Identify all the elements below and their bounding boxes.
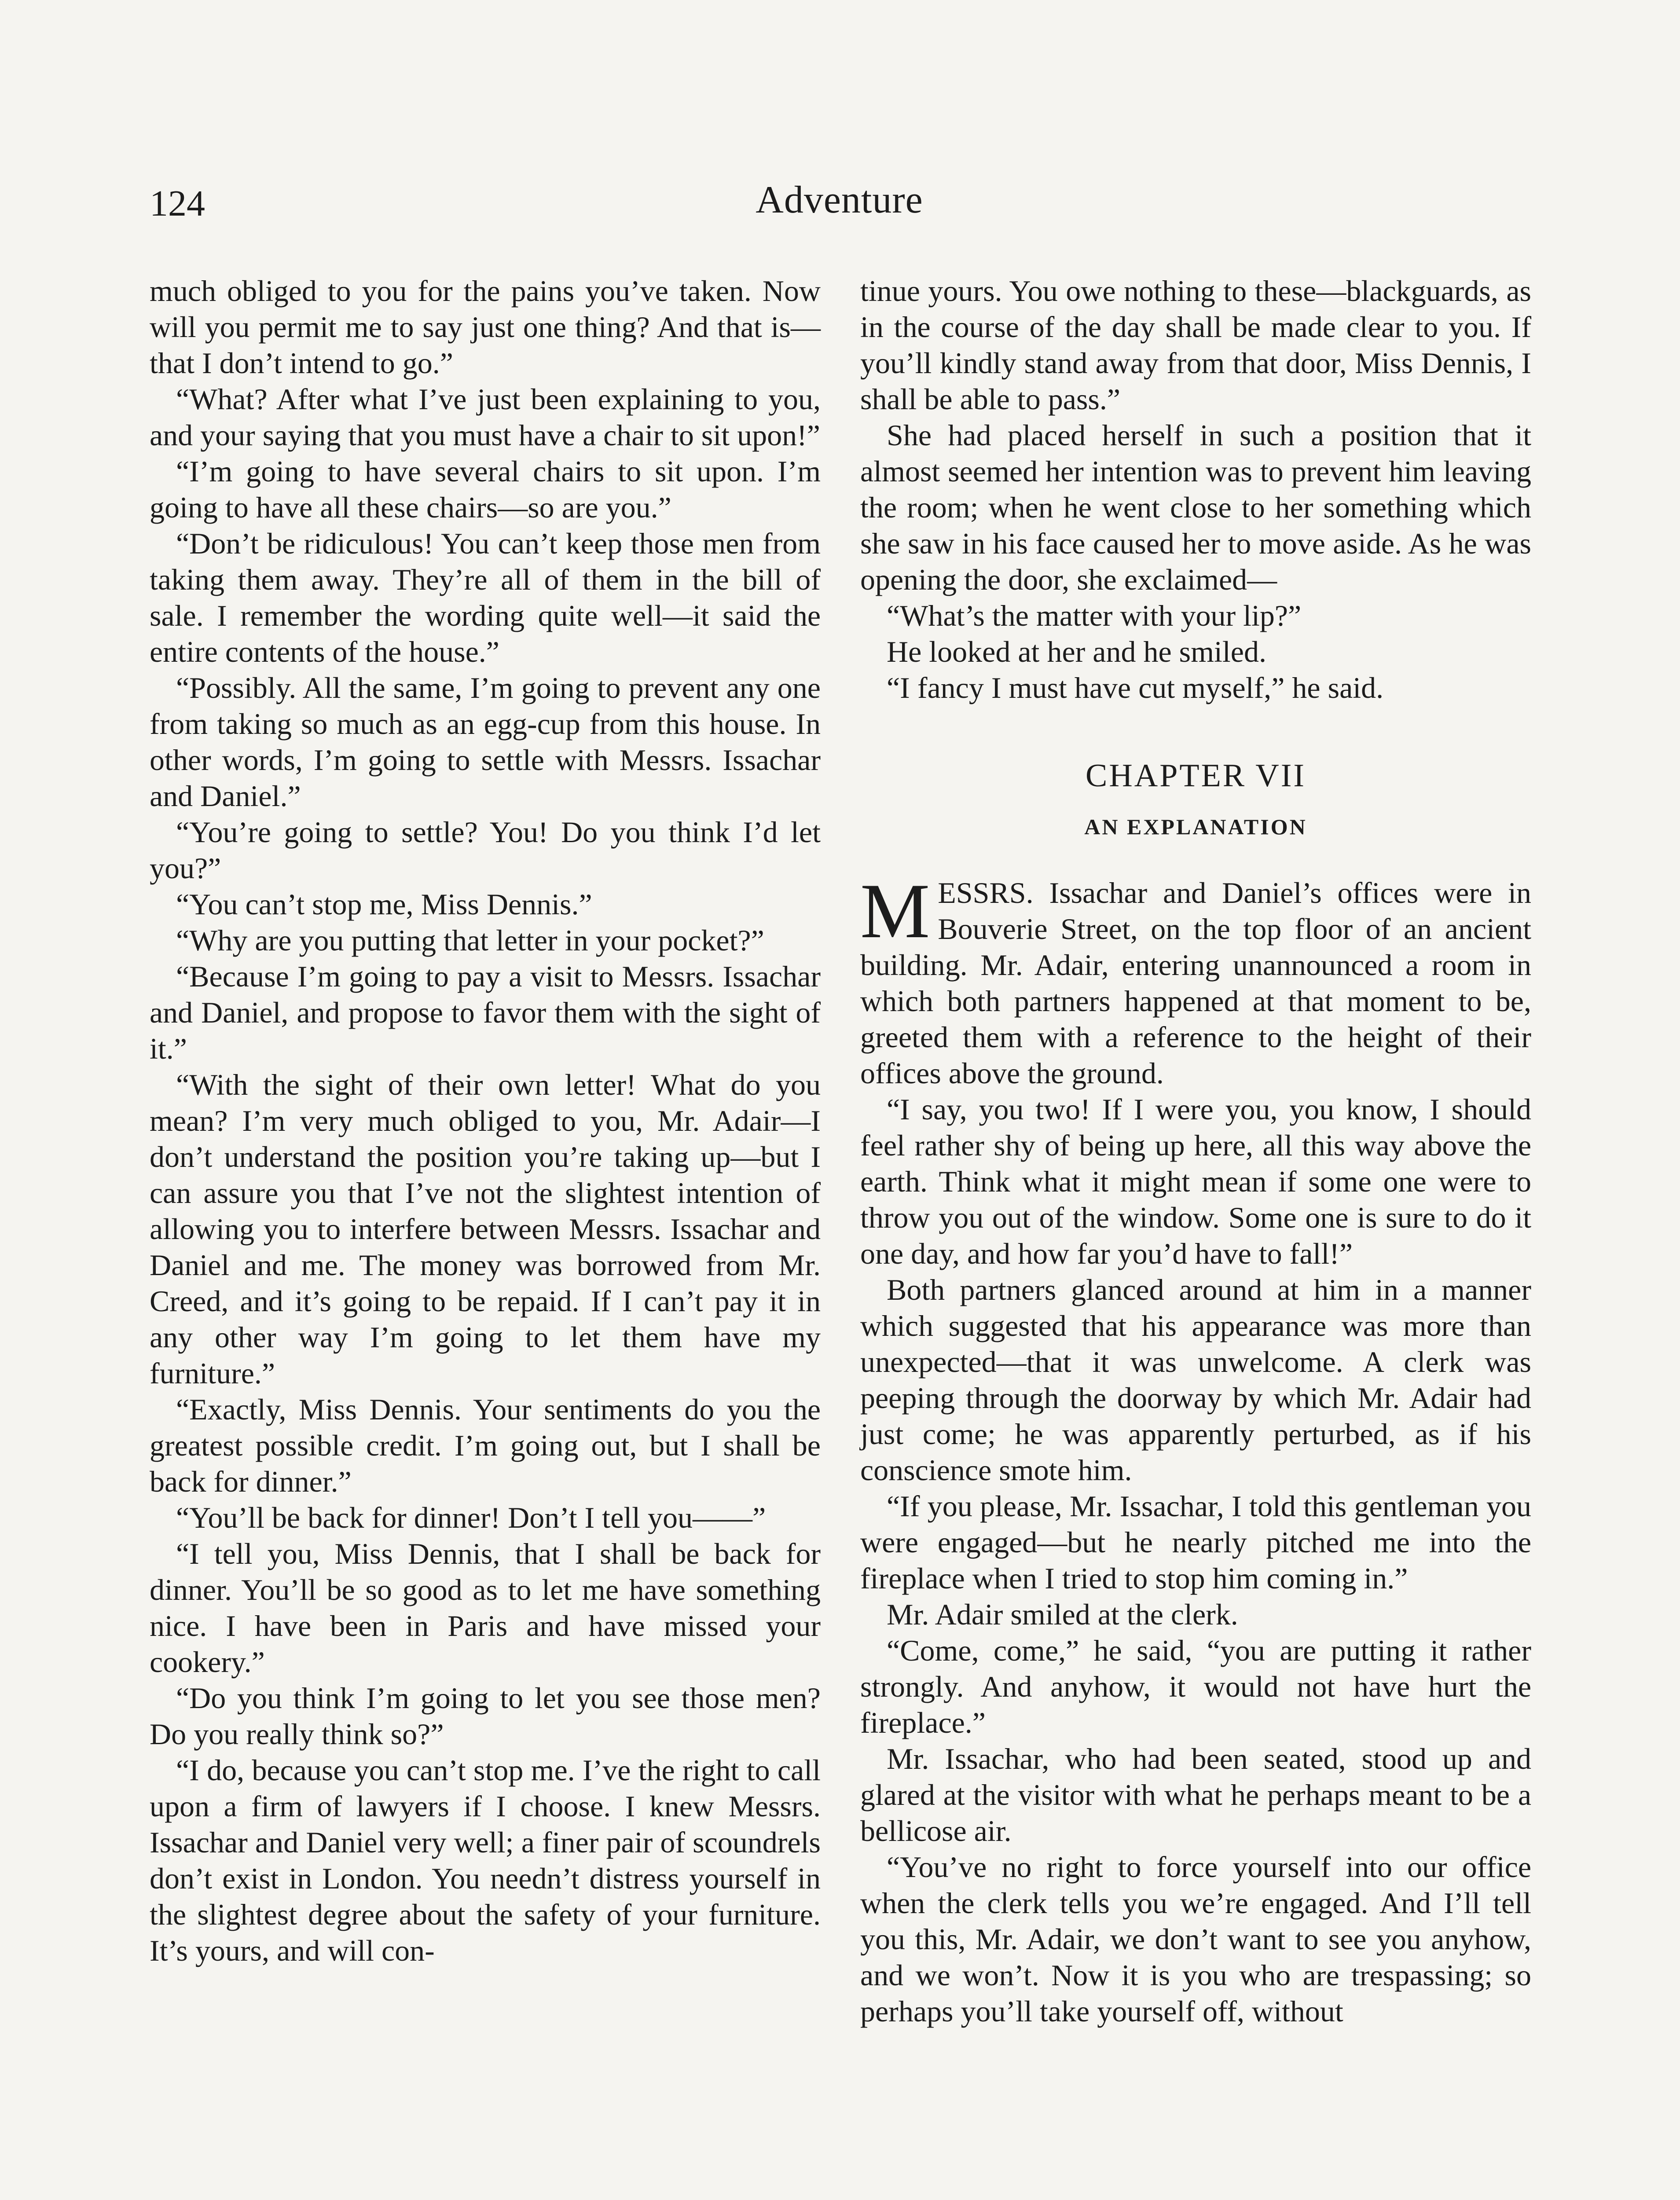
paragraph: “Come, come,” he said, “you are putting it rather strongly. And anyhow, it would not have hurt the fireplace.” [860, 1634, 1531, 1739]
paragraph: “You can’t stop me, Miss Dennis.” [176, 887, 592, 921]
paragraph: He looked at her and he smiled. [887, 635, 1266, 668]
paragraph: “I tell you, Miss Dennis, that I shall be back for dinner. You’ll be so good as to let me have something nice. I have been in Paris and have missed your cookery.” [150, 1537, 821, 1679]
chapter-subtitle: AN EXPLANATION [1084, 814, 1307, 839]
paragraph: “I do, because you can’t stop me. I’ve the right to call upon a firm of lawyers if I choose. I knew Messrs. Issachar and Daniel very well; a finer pair of scoundrels don’t exist in London. You needn’t distress yourself in the slightest degree about the safety of your furniture. It’s yours, and will con- [150, 1753, 821, 1967]
left-column [150, 273, 821, 1969]
chapter-opening-paragraph [860, 867, 1531, 1091]
paragraph: Both partners glanced around at him in a manner which suggested that his appearance was more than unexpected—that it was unwelcome. A clerk was peeping through the doorway by which Mr. Adair had just come; he was apparently perturbed, as if his conscience smote him. [860, 1273, 1531, 1487]
paragraph: much obliged to you for the pains you’ve taken. Now will you permit me to say just one thing? And that is—that I don’t intend to go.” [150, 274, 821, 380]
paragraph: “Don’t be ridiculous! You can’t keep those men from taking them away. They’re all of them in the bill of sale. I remember the wording quite well—it said the entire contents of the house.” [150, 527, 821, 668]
page-header [150, 176, 1529, 242]
page-number: 124 [150, 183, 205, 224]
paragraph: “Do you think I’m going to let you see those men? Do you really think so?” [150, 1681, 821, 1751]
chapter-opening-text: ESSRS. Issachar and Daniel’s offices were in Bouverie Street, on the top floor of an ancient building. Mr. Adair, entering unannounced a room in which both partners happened at that moment to be, greeted them with a reference to the height of their offices above the ground. [860, 876, 1531, 1090]
paragraph: “You’ll be back for dinner! Don’t I tell you——” [176, 1501, 766, 1534]
paragraph: “You’re going to settle? You! Do you think I’d let you?” [150, 815, 821, 885]
paragraph: Mr. Issachar, who had been seated, stood up and glared at the visitor with what he perhaps meant to be a bellicose air. [860, 1742, 1531, 1848]
paragraph: “Possibly. All the same, I’m going to prevent any one from taking so much as an egg-cup from this house. In other words, I’m going to settle with Messrs. Issachar and Daniel.” [150, 671, 821, 813]
drop-cap: M [860, 867, 930, 954]
running-title: Adventure [756, 179, 923, 221]
paragraph: “I’m going to have several chairs to sit upon. I’m going to have all these chairs—so are you.” [150, 455, 821, 524]
paragraph: “What’s the matter with your lip?” [887, 599, 1302, 632]
paragraph: “Exactly, Miss Dennis. Your sentiments do you the greatest possible credit. I’m going out, but I shall be back for dinner.” [150, 1393, 821, 1498]
paragraph: “I fancy I must have cut myself,” he said. [887, 671, 1384, 704]
right-column [860, 273, 1531, 2029]
paragraph: “Why are you putting that letter in your pocket?” [176, 924, 764, 957]
paragraph: “With the sight of their own letter! What do you mean? I’m very much obliged to you, Mr. Adair—I don’t understand the position you’re taking up—but I can assure you that I’ve not the slightest intention of allowing you to interfere between Messrs. Issachar and Daniel and me. The money was borrowed from Mr. Creed, and it’s going to be repaid. If I can’t pay it in any other way I’m going to let them have my furniture.” [150, 1068, 821, 1390]
chapter-title: CHAPTER VII [1085, 758, 1306, 794]
paragraph: She had placed herself in such a position that it almost seemed her intention was to prevent him leaving the room; when he went close to her something which she saw in his face caused her to move aside. As he was opening the door, she exclaimed— [860, 418, 1531, 596]
paragraph: “You’ve no right to force yourself into our office when the clerk tells you we’re engaged. And I’ll tell you this, Mr. Adair, we don’t want to see you anyhow, and we won’t. Now it is you who are trespassing; so perhaps you’ll take yourself off, without [860, 1850, 1531, 2028]
paragraph: “Because I’m going to pay a visit to Messrs. Issachar and Daniel, and propose to favor them with the sight of it.” [150, 960, 821, 1065]
paragraph: Mr. Adair smiled at the clerk. [887, 1598, 1238, 1631]
paragraph: “What? After what I’ve just been explaining to you, and your saying that you must have a chair to sit upon!” [150, 382, 821, 452]
paragraph: tinue yours. You owe nothing to these—blackguards, as in the course of the day shall be made clear to you. If you’ll kindly stand away from that door, Miss Dennis, I shall be able to pass.” [860, 274, 1531, 416]
paragraph: “If you please, Mr. Issachar, I told this gentleman you were engaged—but he nearly pitched me into the fireplace when I tried to stop him coming in.” [860, 1489, 1531, 1595]
paragraph: “I say, you two! If I were you, you know, I should feel rather shy of being up here, all this way above the earth. Think what it might mean if some one were to throw you out of the window. Some one is sure to do it one day, and how far you’d have to fall!” [860, 1093, 1531, 1270]
